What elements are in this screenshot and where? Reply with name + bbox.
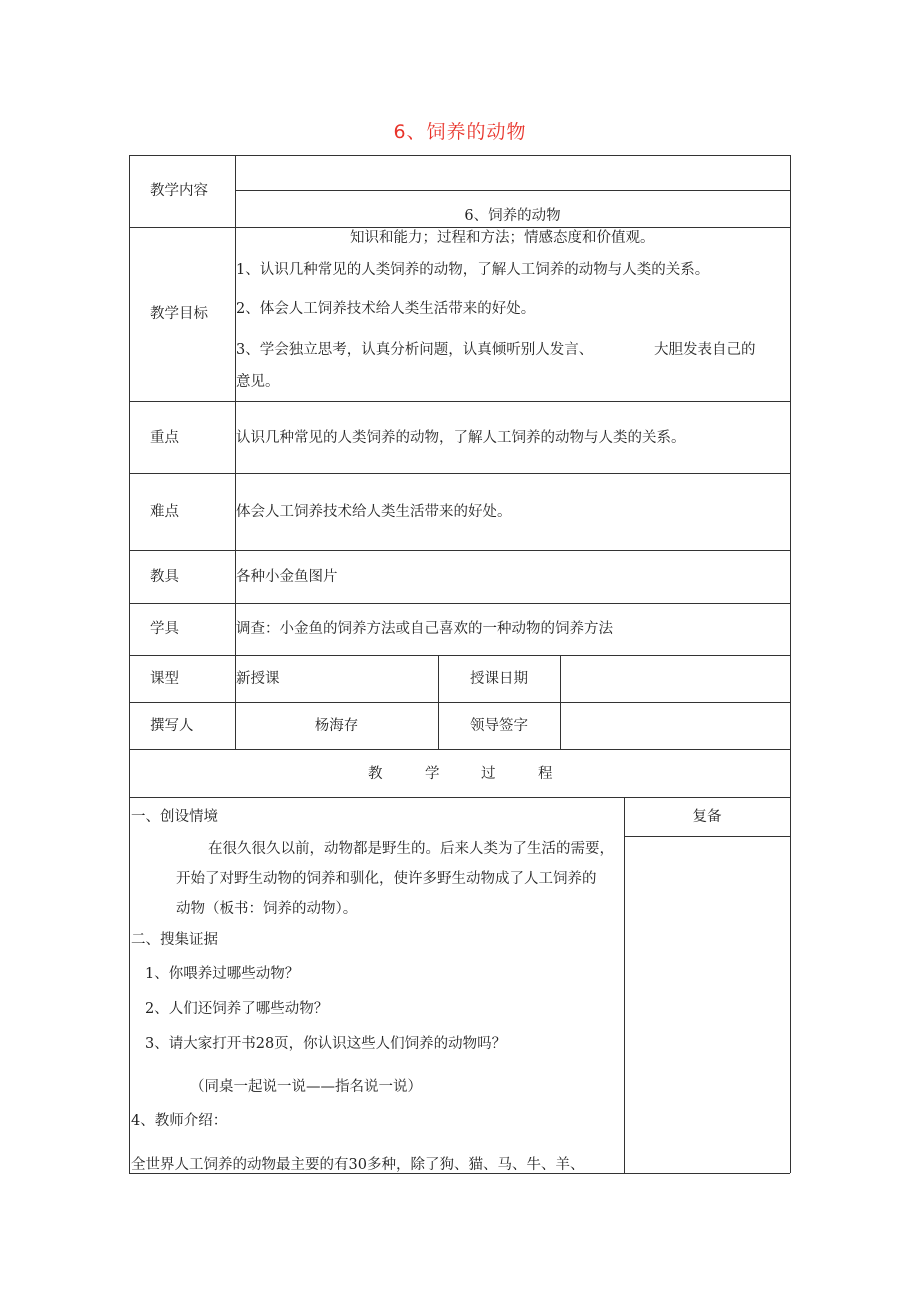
process-heading-char: 程 (538, 766, 553, 782)
lesson-type-value: 新授课 (236, 671, 280, 687)
table-line (129, 797, 790, 798)
table-line (129, 655, 790, 656)
table-line (129, 603, 790, 604)
table-line (129, 401, 790, 402)
paragraph-line: 全世界人工饲养的动物最主要的有30多种，除了狗、猫、马、牛、羊、 (131, 1157, 585, 1173)
table-line (129, 702, 790, 703)
goal-item: 3、学会独立思考，认真分析问题，认真倾听别人发言、 (236, 342, 594, 358)
content-label: 教学内容 (150, 183, 208, 199)
section-title: 一、创设情境 (131, 809, 218, 825)
content-value: 6、饲养的动物 (464, 208, 561, 224)
teacher-tools-label: 教具 (150, 569, 179, 585)
goal-item-cont: 意见。 (236, 374, 280, 390)
goal-item: 2、体会人工饲养技术给人类生活带来的好处。 (236, 301, 536, 317)
table-line (129, 473, 790, 474)
question-item: 3、请大家打开书28页，你认识这些人们饲养的动物吗？ (145, 1036, 507, 1052)
table-line (129, 550, 790, 551)
difficulty-label: 难点 (150, 504, 179, 520)
table-line (235, 155, 236, 749)
student-tools-value: 调查：小金鱼的饲养方法或自己喜欢的一种动物的饲养方法 (236, 621, 613, 637)
question-item: 1、你喂养过哪些动物？ (145, 966, 300, 982)
goal-item: 1、认识几种常见的人类饲养的动物，了解人工饲养的动物与人类的关系。 (236, 262, 710, 278)
key-value: 认识几种常见的人类饲养的动物，了解人工饲养的动物与人类的关系。 (236, 430, 686, 446)
table-line (790, 155, 791, 1173)
goals-label: 教学目标 (150, 306, 208, 322)
question-item: 2、人们还饲养了哪些动物？ (145, 1001, 329, 1017)
process-heading-char: 教 (368, 766, 383, 782)
table-line (235, 190, 790, 191)
page-title: 6、饲养的动物 (393, 121, 527, 143)
section-title: 4、教师介绍： (131, 1113, 228, 1129)
note-line: （同桌一起说一说——指名说一说） (190, 1079, 422, 1095)
author-value: 杨海存 (314, 718, 359, 734)
teacher-tools-value: 各种小金鱼图片 (236, 569, 338, 585)
author-label: 撰写人 (150, 718, 194, 734)
paragraph-line: 动物（板书：饲养的动物）。 (176, 901, 358, 917)
table-line (560, 655, 561, 749)
paragraph-line: 在很久很久以前，动物都是野生的。后来人类为了生活的需要， (208, 841, 614, 857)
lesson-type-label: 课型 (150, 671, 179, 687)
student-tools-label: 学具 (150, 621, 179, 637)
process-heading-char: 学 (425, 766, 440, 782)
sign-label: 领导签字 (470, 718, 528, 734)
process-heading-char: 过 (481, 766, 496, 782)
section-title: 二、搜集证据 (131, 932, 218, 948)
table-line (129, 155, 130, 1173)
table-line (129, 227, 790, 228)
paragraph-line: 开始了对野生动物的饲养和驯化，使许多野生动物成了人工饲养的 (176, 871, 597, 887)
table-line (129, 155, 790, 156)
goal-item-tail: 大胆发表自己的 (654, 342, 756, 358)
key-label: 重点 (150, 430, 179, 446)
table-line (624, 797, 625, 1173)
review-label: 复备 (692, 809, 722, 825)
goals-intro: 知识和能力；过程和方法；情感态度和价值观。 (350, 230, 655, 246)
table-line (624, 836, 790, 837)
date-label: 授课日期 (470, 671, 528, 687)
difficulty-value: 体会人工饲养技术给人类生活带来的好处。 (236, 504, 512, 520)
table-line (129, 749, 790, 750)
